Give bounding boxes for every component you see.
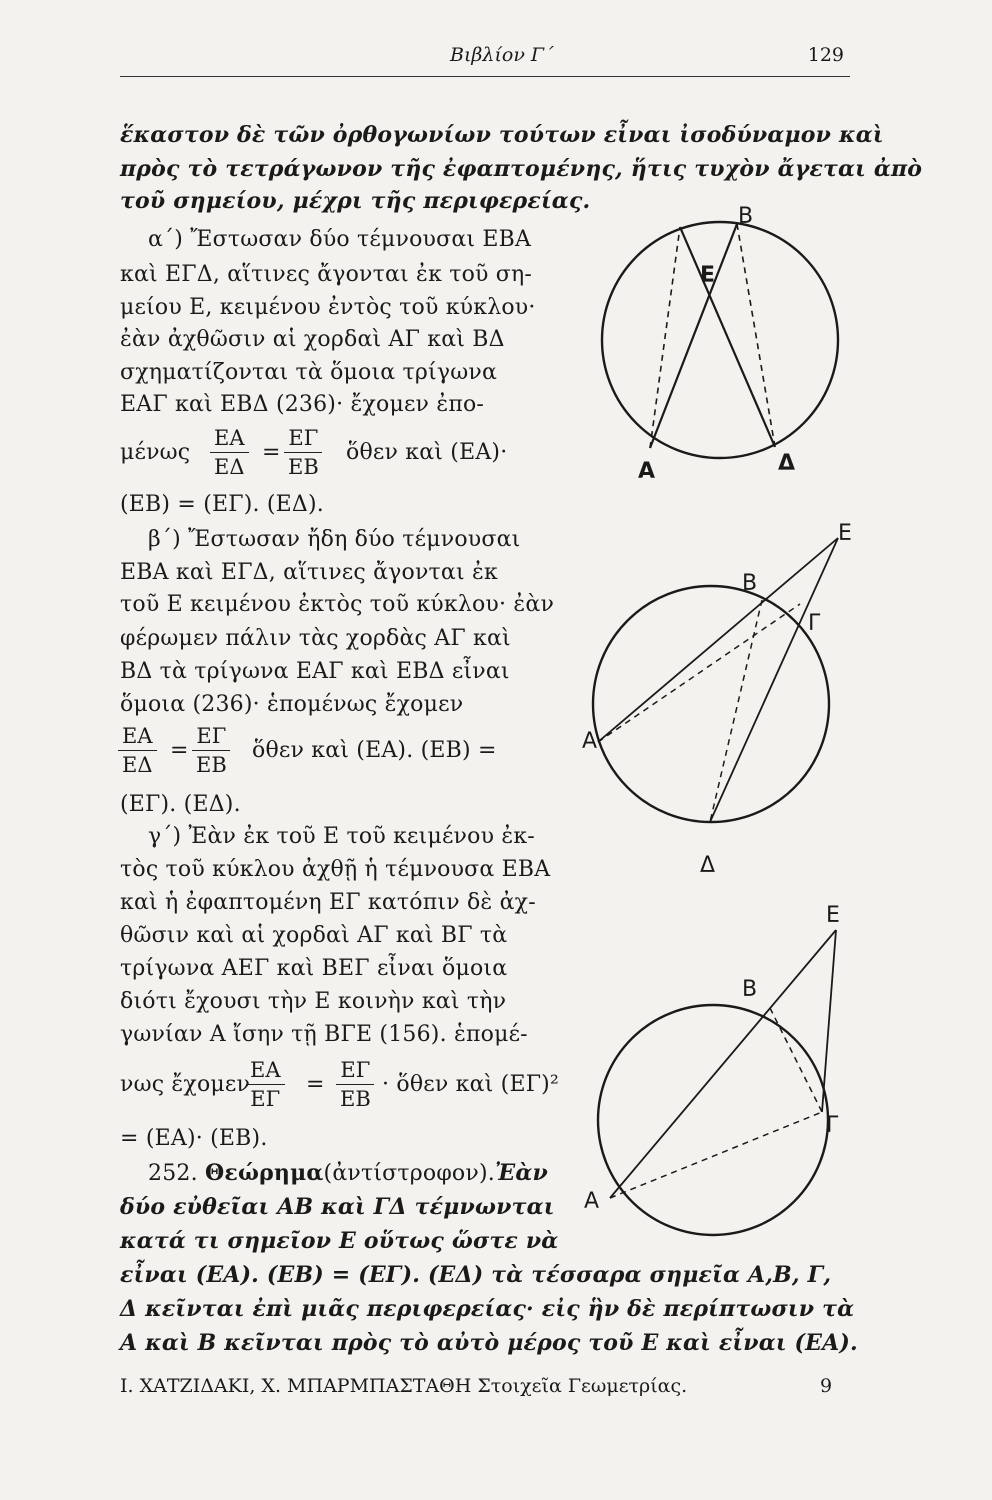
theorem-heading [148, 1158, 548, 1189]
fraction-denominator: ΕΒ [196, 753, 227, 777]
text-line: καὶ ἡ ἐφαπτομένη ΕΓ κατόπιν δὲ ἀχ- [120, 890, 536, 915]
figure-label: Ε [700, 263, 716, 288]
text-line: τοῦ Ε κειμένου ἐκτὸς τοῦ κύκλου· ἐὰν [120, 592, 555, 617]
theorem-statement-start: Ἐὰν [494, 1160, 548, 1186]
text-line: μείου Ε, κειμένου ἐντὸς τοῦ κύκλου· [120, 295, 536, 320]
text-line: (ΕΓ). (ΕΔ). [120, 792, 241, 817]
circle-1 [602, 222, 838, 458]
equals-sign: = [262, 440, 281, 465]
page-number: 129 [807, 44, 844, 66]
text-line: νως ἔχομεν [120, 1072, 251, 1097]
text-line: · ὅθεν καὶ (ΕΓ)² [382, 1072, 559, 1097]
text-line: ἕκαστον δὲ τῶν ὀρθογωνίων τούτων εἶναι ἰσοδύναμον καὶ [120, 122, 884, 148]
equals-sign: = [170, 738, 189, 763]
fraction [118, 724, 157, 777]
text-line: ΕΒΑ καὶ ΕΓΔ, αἵτινες ἄγονται ἐκ [120, 560, 498, 585]
text-line: α΄) Ἔστωσαν δύο τέμνουσαι ΕΒΑ [148, 227, 532, 252]
theorem-label: Θεώρημα [205, 1160, 324, 1186]
figure-intersecting-chords [570, 200, 860, 490]
figure-external-secants [580, 510, 860, 880]
text-line: τοῦ σημείου, μέχρι τῆς περιφερείας. [120, 188, 591, 214]
fraction-denominator: ΕΔ [214, 455, 245, 479]
text-line: (ΕΒ) = (ΕΓ). (ΕΔ). [120, 492, 324, 517]
text-line: καὶ ΕΓΔ, αἵτινες ἄγονται ἐκ τοῦ ση- [120, 262, 533, 287]
secant-e-a [610, 930, 836, 1198]
fraction [284, 426, 323, 479]
figure-label: Β [742, 571, 758, 596]
text-line: γωνίαν Α ἴσην τῇ ΒΓΕ (156). ἑπομέ- [120, 1022, 528, 1047]
signature-number: 9 [820, 1375, 833, 1397]
text-line: τὸς τοῦ κύκλου ἀχθῇ ἡ τέμνουσα ΕΒΑ [120, 857, 551, 882]
figure-tangent-secant [580, 890, 860, 1240]
text-line: ΕΑΓ καὶ ΕΒΔ (236)· ἔχομεν ἐπο- [120, 392, 485, 417]
fraction-denominator: ΕΓ [250, 1087, 281, 1111]
figure-label: Ε [838, 521, 852, 546]
circle-3 [598, 1005, 828, 1235]
secant-e-a [598, 538, 838, 742]
chord-a-g [650, 227, 680, 448]
text-line: ὅθεν καὶ (ΕΑ)· [346, 440, 508, 465]
figure-label: Β [738, 204, 754, 229]
text-line: φέρωμεν πάλιν τὰς χορδὰς ΑΓ καὶ [120, 626, 511, 651]
figure-label: Δ [700, 853, 716, 878]
figure-label: Α [584, 1189, 600, 1214]
figure-label: Ε [826, 903, 840, 928]
secant-e-d [710, 538, 838, 822]
text-line: = (ΕΑ)· (ΕΒ). [120, 1126, 268, 1151]
theorem-number: 252. [148, 1161, 198, 1186]
text-line: εἶναι (ΕΑ). (ΕΒ) = (ΕΓ). (ΕΔ) τὰ τέσσαρα σημεῖα Α,Β, Γ, [120, 1262, 832, 1288]
fraction-denominator: ΕΒ [340, 1087, 371, 1111]
chord-a-g [598, 604, 800, 742]
chord-b-d [710, 600, 762, 822]
tangent-e-g [822, 930, 836, 1112]
figure-label: Γ [826, 1113, 839, 1138]
fraction-numerator: ΕΓ [336, 1058, 374, 1085]
fraction-numerator: ΕΓ [192, 724, 230, 751]
text-line: ΒΔ τὰ τρίγωνα ΕΑΓ καὶ ΕΒΔ εἶναι [120, 659, 510, 684]
text-line: πρὸς τὸ τετράγωνον τῆς ἐφαπτομένης, ἥτις τυχὸν ἄγεται ἀπὸ [120, 156, 923, 182]
chord-b-d [737, 224, 775, 447]
figure-label: Β [742, 977, 758, 1002]
text-line: διότι ἔχουσι τὴν Ε κοινὴν καὶ τὴν [120, 989, 507, 1014]
text-line: κατά τι σημεῖον Ε οὕτως ὥστε νὰ [120, 1228, 559, 1254]
fraction [336, 1058, 375, 1111]
running-header [120, 42, 850, 77]
fraction-numerator: ΕΑ [118, 724, 157, 751]
figure-label: Α [582, 729, 598, 754]
text-line: Δ κεῖνται ἐπὶ μιᾶς περιφερείας· εἰς ἣν δὲ περίπτωσιν τὰ [120, 1296, 855, 1322]
figure-label: Γ [808, 611, 821, 636]
chord-a-g [610, 1112, 822, 1198]
text-line: μένως [120, 440, 191, 465]
theorem-paren: (ἀντίστροφον). [323, 1161, 495, 1186]
text-line: ἐὰν ἀχθῶσιν αἱ χορδαὶ ΑΓ καὶ ΒΔ [120, 327, 505, 352]
fraction-denominator: ΕΒ [288, 455, 319, 479]
text-line: ὅμοια (236)· ἑπομένως ἔχομεν [120, 692, 464, 717]
equals-sign: = [306, 1072, 325, 1097]
text-line: σχηματίζονται τὰ ὅμοια τρίγωνα [120, 360, 498, 385]
fraction-denominator: ΕΔ [122, 753, 153, 777]
fraction-numerator: ΕΑ [246, 1058, 285, 1085]
text-line: δύο εὐθεῖαι ΑΒ καὶ ΓΔ τέμνωνται [120, 1194, 555, 1220]
circle-2 [593, 586, 829, 822]
book-title: Βιβλίον Γ΄ [450, 44, 554, 66]
fraction [210, 426, 249, 479]
fraction-numerator: ΕΑ [210, 426, 249, 453]
figure-label: Δ [778, 451, 796, 476]
text-line: Α καὶ Β κεῖνται πρὸς τὸ αὐτὸ μέρος τοῦ Ε καὶ εἶναι (ΕΑ). [120, 1330, 858, 1356]
text-line: γ΄) Ἐὰν ἐκ τοῦ Ε τοῦ κειμένου ἐκ- [148, 824, 535, 849]
fraction-numerator: ΕΓ [284, 426, 322, 453]
text-line: ὅθεν καὶ (ΕΑ). (ΕΒ) = [252, 738, 497, 763]
text-line: θῶσιν καὶ αἱ χορδαὶ ΑΓ καὶ ΒΓ τὰ [120, 923, 508, 948]
text-line: τρίγωνα ΑΕΓ καὶ ΒΕΓ εἶναι ὅμοια [120, 956, 508, 981]
footer-text: Ι. ΧΑΤΖΙΔΑΚΙ, Χ. ΜΠΑΡΜΠΑΣΤΑΘΗ Στοιχεῖα Γεωμετρίας. [120, 1375, 688, 1397]
figure-label: Α [638, 459, 656, 484]
fraction [246, 1058, 285, 1111]
fraction [192, 724, 231, 777]
text-line: β΄) Ἔστωσαν ἤδη δύο τέμνουσαι [148, 527, 521, 552]
footer [120, 1375, 833, 1397]
